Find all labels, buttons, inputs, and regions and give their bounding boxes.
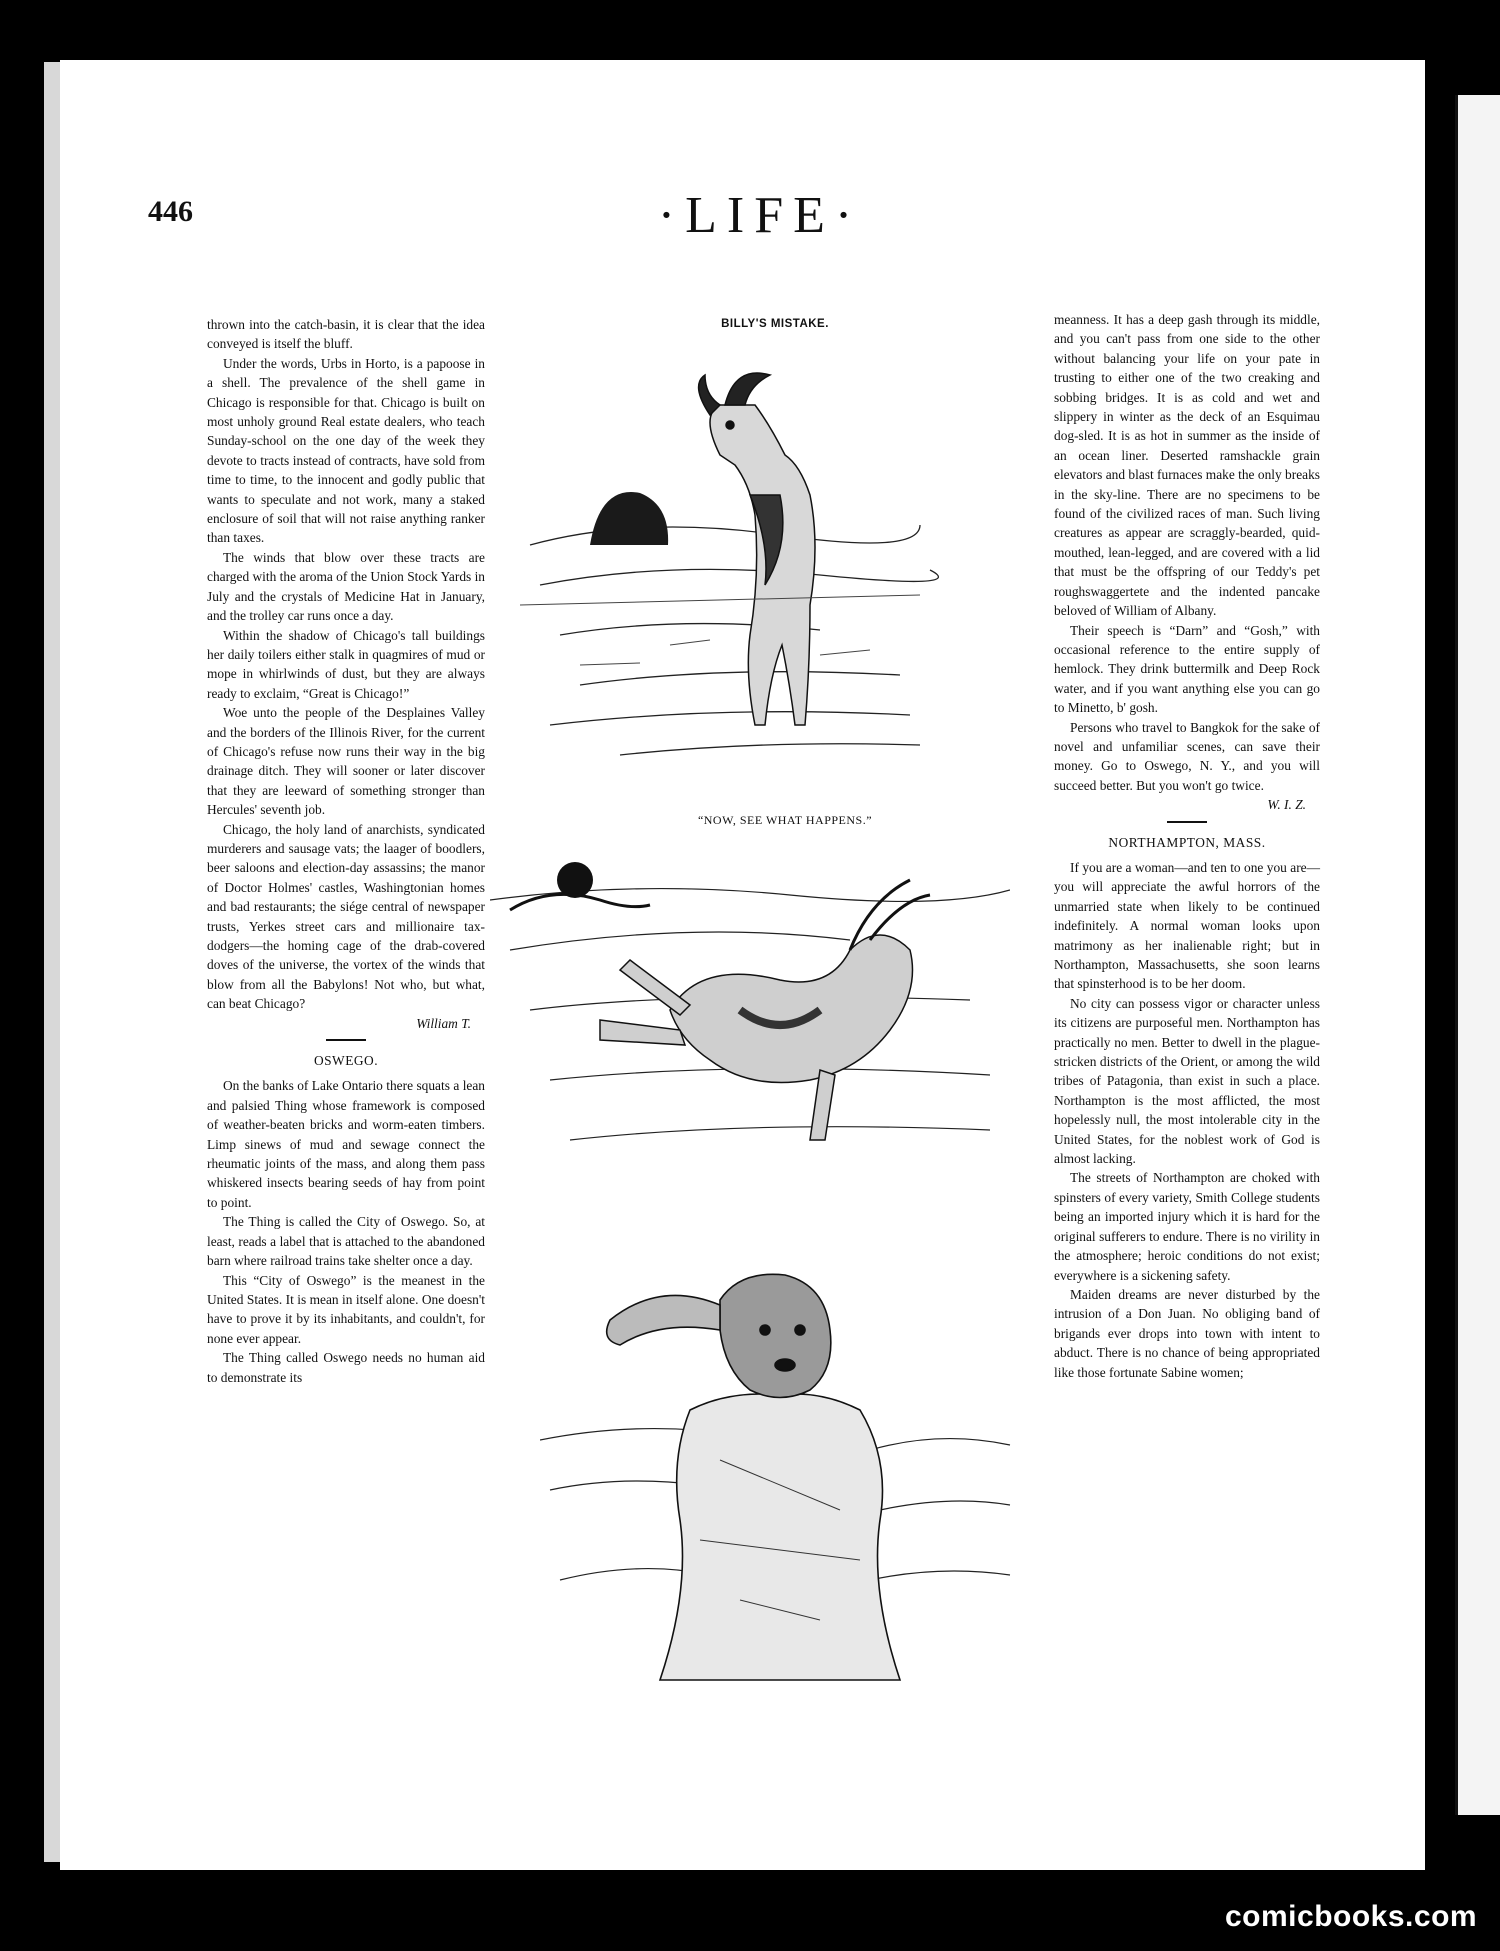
paragraph: The Thing is called the City of Oswego. So, at least, reads a label that is attached to the abandoned barn where railroad trains take shelter once a day. — [207, 1214, 485, 1269]
paragraph: No city can possess vigor or character unless its citizens are purposeful men. Northampton has practically no men. Better to dwell in the plague-stricken districts of the Orient, or among the wild tribes of Patagonia, than exist in such a place. Northampton is the most afflicted, the most hopelessly null, the most intolerable city in the United States, for the noblest work of God is almost lacking. — [1054, 995, 1320, 1167]
paragraph: If you are a woman—and ten to one you are—you will appreciate the awful horrors of the unmarried state when likely to be continued indefinitely. A normal woman looks upon matrimony as her inalienable right; but in Northampton, Massachusetts, she soon learns that spinsterhood is to be her doom. — [1054, 859, 1320, 992]
startled-man-illustration — [540, 1260, 1020, 1700]
goat-standing-illustration — [520, 345, 940, 775]
section-heading: OSWEGO. — [313, 1053, 379, 1069]
section-rule — [326, 1039, 366, 1041]
section-heading: NORTHAMPTON, MASS. — [1108, 834, 1266, 850]
next-page-edge — [1455, 95, 1500, 1815]
paragraph: On the banks of Lake Ontario there squats a lean and palsied Thing whose framework is composed of weather-beaten bricks and worm-eaten timbers. Limp sinews of mud and sewage connect the rheumatic joints of the mass, and along them pass whiskered insects bearing seeds of hay from point to point. — [207, 1078, 485, 1210]
paragraph: Their speech is “Darn” and “Gosh,” with occasional reference to the entire supply of hemlock. They drink buttermilk and Deep Rock water, and if you want anything else you can go to Minetto, b' gosh. — [1054, 622, 1320, 716]
paragraph: This “City of Oswego” is the meanest in the United States. It is mean in itself alone. One doesn't have to prove it by its inhabitants, and couldn't, for none ever appear. — [207, 1272, 485, 1346]
paragraph: Within the shadow of Chicago's tall buildings her daily toilers either stalk in quagmires of mud or mope in whirlwinds of dust, but they are always ready to exclaim, “Great is Chicago!” — [207, 627, 485, 701]
illustration-caption: BILLY'S MISTAKE. — [721, 318, 829, 330]
paragraph: The streets of Northampton are choked with spinsters of every variety, Smith College students being an imported injury which it is hard for the original sufferers to endure. There is no virility in the atmosphere; heroic conditions do not exist; everywhere is a sickening safety. — [1054, 1170, 1320, 1283]
site-watermark: comicbooks.com — [1225, 1900, 1478, 1933]
paragraph: The winds that blow over these tracts are charged with the aroma of the Union Stock Yards in July and the crystals of Medicine Hat in January, and the trolley car runs once a day. — [207, 549, 485, 624]
left-column — [207, 315, 485, 1387]
right-column — [1054, 310, 1320, 1382]
paragraph: Maiden dreams are never disturbed by the intrusion of a Don Juan. No obliging band of brigands ever drops into town with intent to abduct. There is no chance of being appropriated like those fortunate Sabine women; — [1054, 1286, 1320, 1380]
paragraph: Chicago, the holy land of anarchists, syndicated murderers and sausage vats; the laager of boodlers, beer saloons and election-day assassins; the manor of Doctor Holmes' castles, Washingtonian homes and bad restaurants; the siége central of newspaper trusts, Yerkes street cars and millionaire tax-dodgers—the homing cage of the drab-covered doves of the universe, the vortex of the winds that blow from all the Babylons! Not who, but what, can beat Chicago? — [207, 821, 485, 1012]
paragraph: The Thing called Oswego needs no human aid to demonstrate its — [207, 1350, 485, 1385]
signature: William T. — [416, 1015, 471, 1031]
paragraph: Woe unto the people of the Desplaines Valley and the borders of the Illinois River, for the current of Chicago's refuse now runs their way in the big drainage ditch. They will sooner or later discover that they are leeward of something stronger than Hercules' seventh job. — [207, 705, 485, 818]
section-rule — [1167, 821, 1207, 823]
signature: W. I. Z. — [1267, 797, 1306, 813]
masthead-title: ·LIFE· — [657, 187, 863, 244]
paragraph: Persons who travel to Bangkok for the sake of novel and unfamiliar scenes, can save their money. Go to Oswego, N. Y., and you will succeed better. But you won't go twice. — [1054, 719, 1320, 793]
paragraph: meanness. It has a deep gash through its middle, and you can't pass from one side to the other without balancing your life on your pate in trusting to either one of the two creaking and sobbing bridges. It is as cold and wet and slippery in winter as the deck of an Esquimau dog-sled. It is as hot in summer as the inside of an ocean liner. Deserted ramshackle grain elevators and blast furnaces make the only breaks in the sky-line. There are no specimens to be found of the civilized races of man. Such living creatures as appear are scraggly-bearded, quid-mouthed, lean-legged, and are covered with a lid that must be the offspring of our Teddy's pet roughswaggertete and the indented pancake beloved of William of Albany. — [1054, 312, 1320, 619]
illustration-caption: “NOW, SEE WHAT HAPPENS.” — [697, 813, 873, 827]
paragraph: Under the words, Urbs in Horto, is a papoose in a shell. The prevalence of the shell game in Chicago is responsible for that. Chicago is built on most unholy ground Real estate dealers, who teach Sunday-school on the one day of the week they devote to tracts instead of contracts, have sold from time to time, to the innocent and godly public that wants to speculate and not work, many a staked enclosure of soil that will not raise anything ranker than taxes. — [207, 355, 485, 546]
page-number: 446 — [148, 195, 193, 228]
paragraph: thrown into the catch-basin, it is clear that the idea conveyed is itself the bluff. — [207, 317, 485, 352]
goat-tumble-illustration — [490, 840, 1010, 1180]
